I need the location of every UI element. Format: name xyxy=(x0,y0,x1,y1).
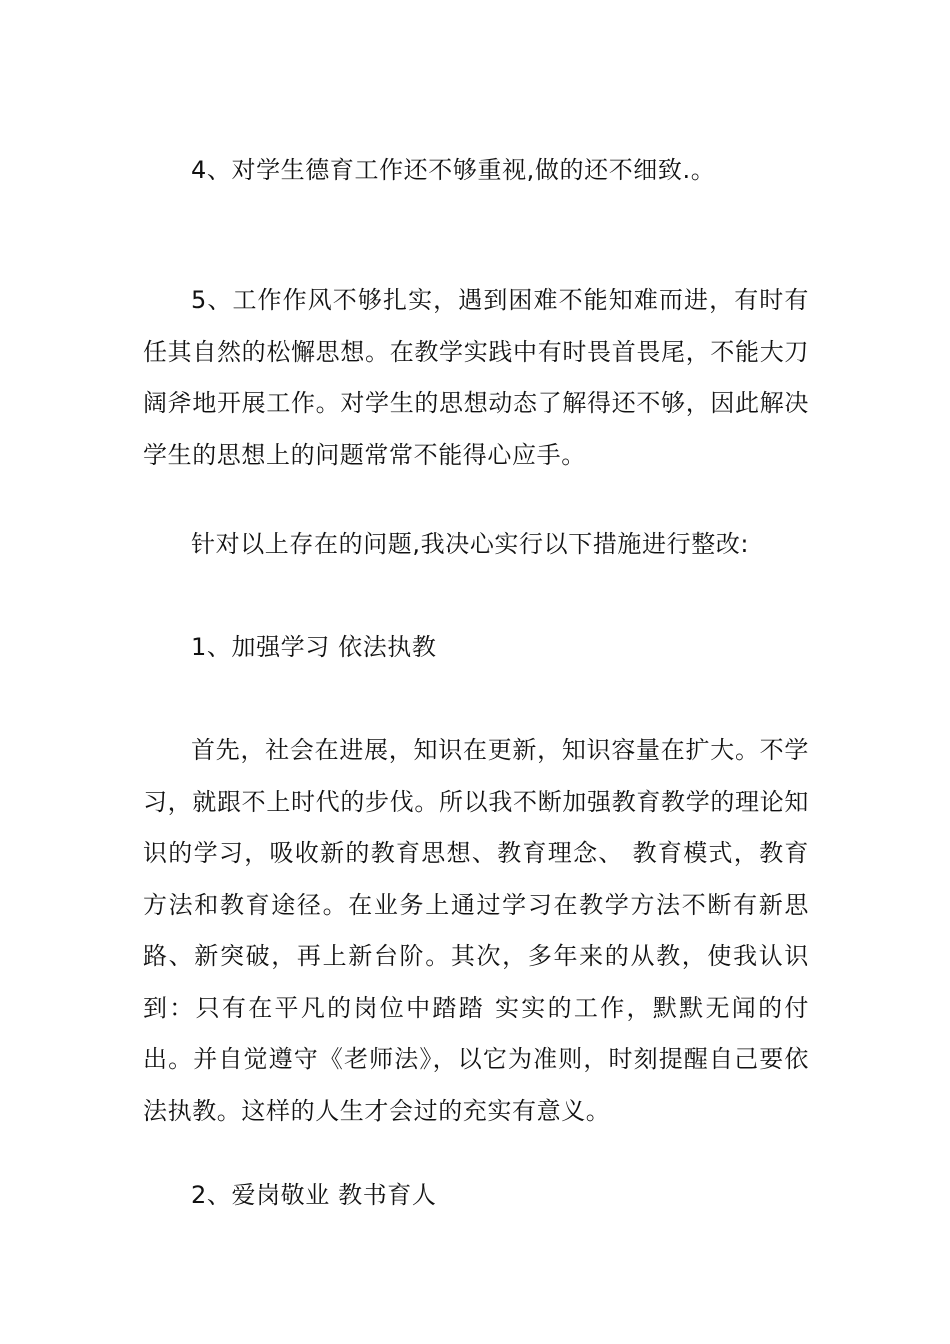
paragraph-item-4: 4、对学生德育工作还不够重视,做的还不细致.。 xyxy=(191,156,716,184)
paragraph-item-5: 5、工作作风不够扎实，遇到困难不能知难而进，有时有任其自然的松懈思想。在教学实践中有时畏首畏尾，不能大刀阔斧地开展工作。对学生的思想动态了解得还不够，因此解决学生的思想上的问题常常不能得心应手。 xyxy=(143,286,809,469)
paragraph-rectification-intro: 针对以上存在的问题,我决心实行以下措施进行整改: xyxy=(191,530,750,558)
paragraph-section-1-body: 首先，社会在进展，知识在更新，知识容量在扩大。不学习，就跟不上时代的步伐。所以我不断加强教育教学的理论知识的学习，吸收新的教育思想、教育理念、 教育模式，教育方法和教育途径。在业务上通过学习在教学方法不断有新思路、新突破，再上新台阶。其次，多年来的从教，使我认识到：只有在平凡的岗位中踏踏 实实的工作，默默无闻的付出。并自觉遵守《老师法》，以它为准则，时刻提醒自己要依法执教。这样的人生才会过的充实有意义。 xyxy=(143,736,809,1125)
section-heading-2: 2、爱岗敬业 教书育人 xyxy=(191,1181,437,1209)
section-heading-1: 1、加强学习 依法执教 xyxy=(191,633,437,661)
